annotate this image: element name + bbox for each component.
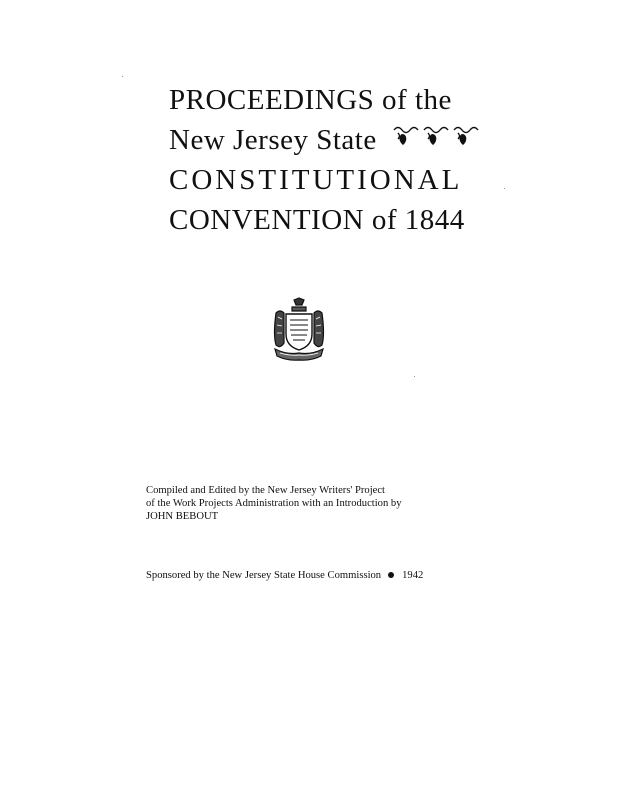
- title-block: [169, 80, 469, 240]
- bullet-icon: [388, 572, 394, 578]
- title-line-1: PROCEEDINGS of the: [169, 84, 452, 116]
- new-jersey-state-seal-icon: [272, 297, 326, 363]
- state-seal-svg: [272, 297, 326, 363]
- scroll-ornament-icon: [392, 119, 484, 159]
- publication-year: 1942: [402, 570, 424, 581]
- title-line-2-text: New Jersey State: [169, 124, 377, 156]
- credits-line-2: of the Work Projects Administration with an Introduction by: [146, 498, 402, 509]
- credits-line-3: JOHN BEBOUT: [146, 511, 219, 522]
- scan-speck: [122, 76, 123, 77]
- sponsor-line: [146, 569, 486, 582]
- credits-block: [146, 484, 486, 523]
- title-line-2: [169, 120, 469, 160]
- sponsor-text: Sponsored by the New Jersey State House Commission: [146, 570, 382, 581]
- scan-speck: [414, 376, 415, 377]
- title-line-4: CONVENTION of 1844: [169, 204, 465, 236]
- scan-speck: [504, 188, 505, 189]
- scroll-ornament-svg: [392, 124, 484, 148]
- credits-line-1: Compiled and Edited by the New Jersey Writers' Project: [146, 485, 386, 496]
- title-line-3: CONSTITUTIONAL: [169, 164, 463, 196]
